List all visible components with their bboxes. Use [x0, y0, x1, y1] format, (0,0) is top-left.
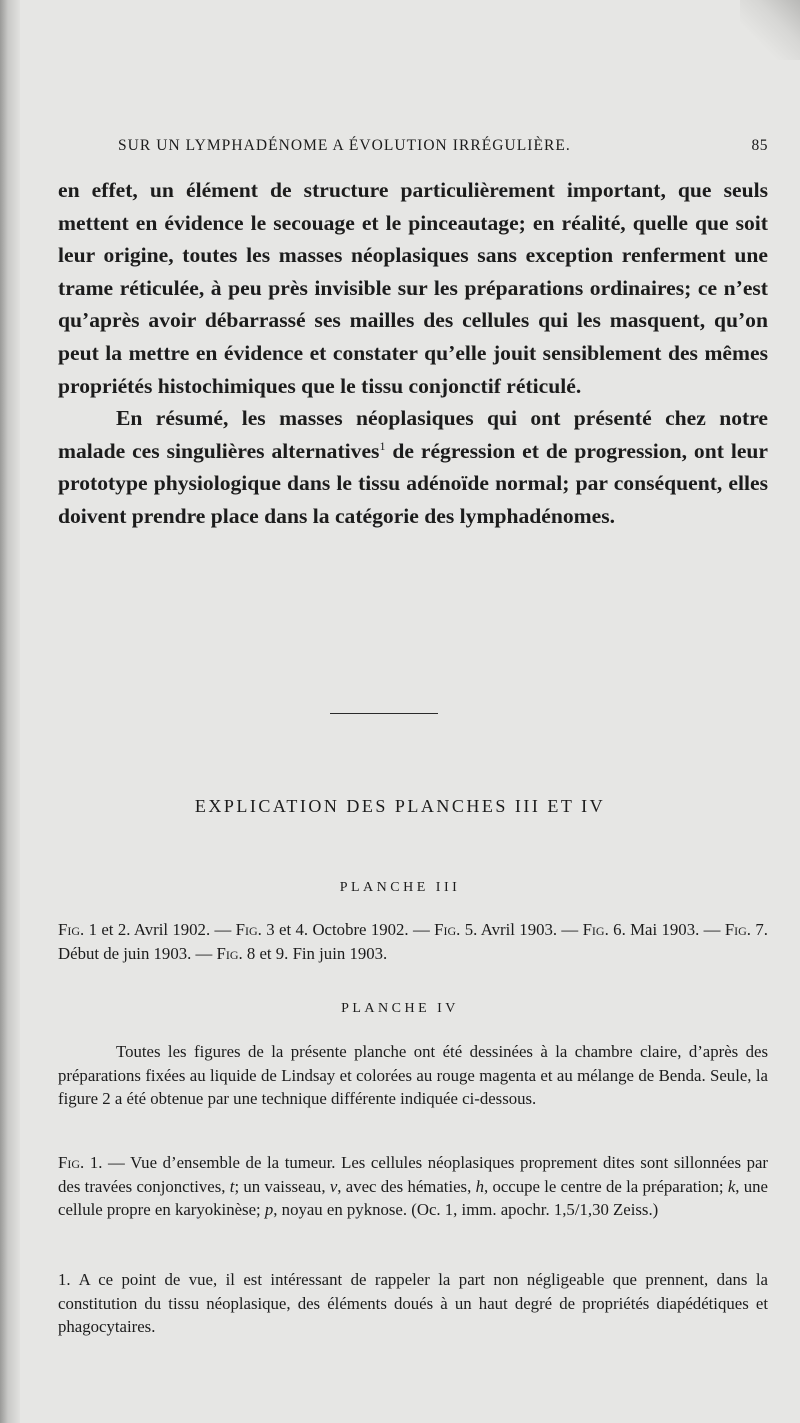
page-edge-shadow: [0, 0, 20, 1423]
paragraph: [58, 402, 768, 532]
caption-text: , avec des hématies,: [337, 1176, 472, 1196]
caption-text: , noyau en pyknose. (Oc. 1, imm. apochr. 1,5/1,30 Zeiss.): [273, 1200, 659, 1220]
section-title: EXPLICATION DES PLANCHES III ET IV: [194, 796, 606, 816]
plate-iv-fig-1-caption: [58, 1151, 768, 1222]
footnote: [58, 1268, 768, 1339]
footnote-number: 1.: [58, 1270, 71, 1289]
caption-text: ; un vaisseau,: [234, 1176, 326, 1196]
fig-caption: [58, 1151, 768, 1222]
fig-label: Fig.: [58, 1153, 85, 1172]
paragraph-text: En résumé, les masses néoplasiques qui ont présenté chez notre malade ces singulières alternatives: [58, 406, 768, 463]
main-text: [58, 174, 768, 533]
page-number: 85: [751, 137, 768, 154]
paragraph-text: de régression et de progression, ont leur prototype physiologique dans le tissu adénoïde normal; par conséquent, elles doivent prendre place dans la catégorie des lymphadénomes.: [58, 438, 768, 528]
figure-letter: h: [475, 1176, 484, 1196]
figure-letter: k: [727, 1176, 736, 1196]
paragraph: en effet, un élément de structure particulièrement important, que seuls mettent en évidence le secouage et le pinceautage; en réalité, quelle que soit leur origine, toutes les masses néoplasiques sans exception renferment une trame réticulée, à peu près invisible sur les préparations ordinaires; ce n’est qu’après avoir débarrassé ses mailles des cellules qui les masquent, qu’on peut la mettre en évidence et constater qu’elle jouit sensiblement des mêmes propriétés histochimiques que le tissu conjonctif réticulé.: [58, 178, 768, 398]
plate-iv-title: PLANCHE IV: [341, 1001, 459, 1016]
fig-label: Fig.: [235, 920, 262, 939]
plate-iii-captions: [58, 918, 768, 965]
fig-label: Fig.: [58, 920, 85, 939]
running-head-title: SUR UN LYMPHADÉNOME A ÉVOLUTION IRRÉGULIÈRE.: [118, 137, 571, 154]
fig-caption: 5. Avril 1903. —: [464, 920, 579, 939]
figure-letter: p: [264, 1200, 274, 1220]
figure-letter: v: [329, 1176, 338, 1196]
page-corner-shadow: [740, 0, 800, 60]
caption-text: , une cellule propre en karyokinèse;: [58, 1176, 769, 1220]
caption-text: 1. — Vue d’ensemble de la tumeur. Les cellules néoplasiques proprement dites sont sillonnées par des travées conjonctives,: [58, 1153, 768, 1196]
footnote-reference: 1: [379, 438, 386, 453]
figure-letter: t: [229, 1176, 235, 1196]
fig-label: Fig.: [724, 920, 752, 939]
fig-label: Fig.: [582, 920, 609, 939]
running-head: [118, 137, 768, 161]
fig-caption: 1 et 2. Avril 1902. —: [88, 920, 232, 939]
fig-caption: 7. Début de juin 1903. —: [58, 920, 768, 963]
plate-iii-caption: [58, 918, 768, 965]
fig-caption: 3 et 4. Octobre 1902. —: [266, 920, 430, 939]
plate-iv-intro: [58, 1040, 768, 1111]
fig-label: Fig.: [434, 920, 461, 939]
plate-iii-title: PLANCHE III: [339, 880, 461, 895]
fig-caption: 8 et 9. Fin juin 1903.: [246, 943, 388, 963]
section-divider: [330, 713, 438, 714]
fig-caption: 6. Mai 1903. —: [613, 920, 721, 939]
fig-label: Fig.: [216, 943, 243, 963]
caption-text: , occupe le centre de la préparation;: [483, 1176, 724, 1196]
plate-iv-intro-text: Toutes les figures de la présente planche ont été dessinées à la chambre claire, d’après des préparations fixées au liquide de Lindsay et colorées au rouge magenta et au mélange de Benda. Seule, la figure 2 a été obtenue par une technique différente indiquée ci-dessous.: [58, 1042, 768, 1109]
footnote-body: A ce point de vue, il est intéressant de rappeler la part non négligeable que prennent, dans la constitution du tissu néoplasique, des éléments doués à un haut degré de propriétés diapédétiques et phagocytaires.: [58, 1270, 768, 1337]
footnote-text: [58, 1268, 768, 1339]
